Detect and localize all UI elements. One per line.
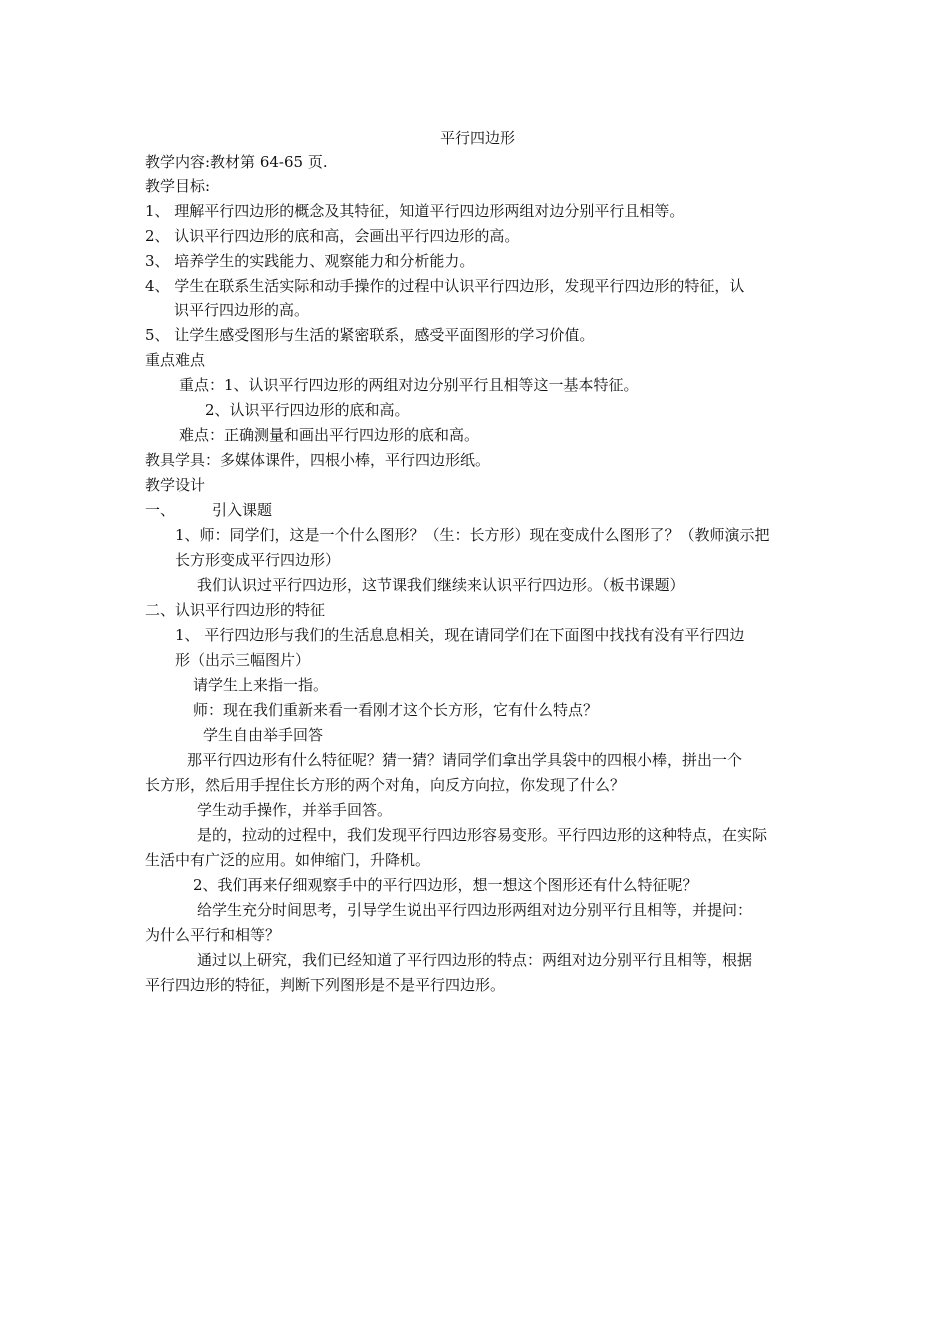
section-1-para-1: 1、师：同学们，这是一个什么图形？（生：长方形）现在变成什么图形了？（教师演示把 <box>175 526 770 544</box>
section-2-para-7: 是的，拉动的过程中，我们发现平行四边形容易变形。平行四边形的这种特点，在实际 <box>197 826 768 844</box>
section-2-para-5-cont: 长方形，然后用手捏住长方形的两个对角，向反方向拉，你发现了什么？ <box>145 776 626 794</box>
teaching-content: 教学内容:教材第 64-65 页. <box>145 153 328 171</box>
section-1-para-2: 我们认识过平行四边形，这节课我们继续来认识平行四边形。（板书课题） <box>197 576 685 594</box>
teaching-tools: 教具学具：多媒体课件，四根小棒，平行四边形纸。 <box>145 451 491 469</box>
objective-2: 2、 认识平行四边形的底和高，会画出平行四边形的高。 <box>145 227 520 245</box>
section-2-para-2: 请学生上来指一指。 <box>193 676 329 694</box>
objectives-heading: 教学目标: <box>145 177 211 195</box>
objective-4-cont: 识平行四边形的高。 <box>174 301 310 319</box>
objective-1: 1、 理解平行四边形的概念及其特征，知道平行四边形两组对边分别平行且相等。 <box>145 202 685 220</box>
section-2-heading: 二、认识平行四边形的特征 <box>145 601 326 619</box>
key-heading: 重点难点 <box>145 351 206 369</box>
section-1-para-1-cont: 长方形变成平行四边形） <box>175 551 341 569</box>
section-2-para-8: 2、我们再来仔细观察手中的平行四边形，想一想这个图形还有什么特征呢？ <box>193 876 698 894</box>
section-2-para-10-cont: 平行四边形的特征，判断下列图形是不是平行四边形。 <box>145 976 506 994</box>
objective-4: 4、 学生在联系生活实际和动手操作的过程中认识平行四边形，发现平行四边形的特征，认 <box>145 277 745 295</box>
page-title: 平行四边形 <box>439 129 515 147</box>
objective-3: 3、 培养学生的实践能力、观察能力和分析能力。 <box>145 252 475 270</box>
section-2-para-5: 那平行四边形有什么特征呢？猜一猜？请同学们拿出学具袋中的四根小棒，拼出一个 <box>187 751 743 769</box>
section-2-para-7-cont: 生活中有广泛的应用。如伸缩门，升降机。 <box>145 851 431 869</box>
section-2-para-9: 给学生充分时间思考，引导学生说出平行四边形两组对边分别平行且相等，并提问： <box>197 901 753 919</box>
section-2-para-1: 1、 平行四边形与我们的生活息息相关，现在请同学们在下面图中找找有没有平行四边 <box>175 626 745 644</box>
section-2-para-1-cont: 形（出示三幅图片） <box>175 651 311 669</box>
section-2-para-4: 学生自由举手回答 <box>203 726 324 744</box>
section-2-para-6: 学生动手操作，并举手回答。 <box>197 801 393 819</box>
section-2-para-9-cont: 为什么平行和相等？ <box>145 926 281 944</box>
section-2-para-10: 通过以上研究，我们已经知道了平行四边形的特点：两组对边分别平行且相等，根据 <box>197 951 753 969</box>
difficulty: 难点：正确测量和画出平行四边形的底和高。 <box>179 426 480 444</box>
design-heading: 教学设计 <box>145 476 206 494</box>
section-2-para-3: 师：现在我们重新来看一看刚才这个长方形，它有什么特点？ <box>193 701 599 719</box>
section-1-number: 一、 <box>145 501 176 519</box>
key-point-2: 2、认识平行四边形的底和高。 <box>205 401 410 419</box>
section-1-title: 引入课题 <box>212 501 273 519</box>
objective-5: 5、 让学生感受图形与生活的紧密联系，感受平面图形的学习价值。 <box>145 326 595 344</box>
key-point-1: 重点：1、认识平行四边形的两组对边分别平行且相等这一基本特征。 <box>179 376 639 394</box>
